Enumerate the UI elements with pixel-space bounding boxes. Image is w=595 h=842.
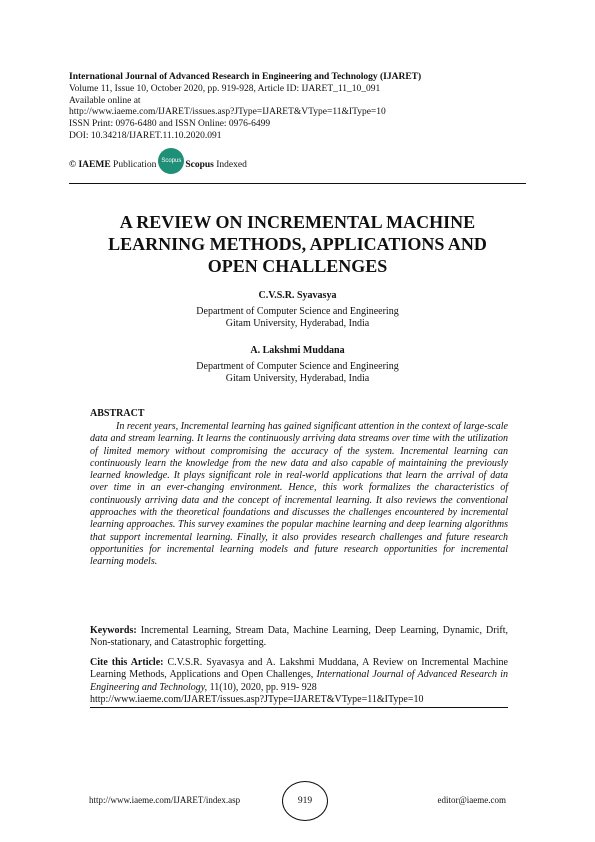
doi-info[interactable]: DOI: 10.34218/IJARET.11.10.2020.091 xyxy=(69,130,222,141)
author-block xyxy=(69,345,526,386)
citation-section xyxy=(90,657,508,708)
available-online: Available online at xyxy=(69,95,141,106)
author-name: C.V.S.R. Syavasya xyxy=(258,290,337,301)
issue-url[interactable]: http://www.iaeme.com/IJARET/issues.asp?JType=IJARET&VType=11&IType=10 xyxy=(69,107,386,118)
keywords-section xyxy=(90,625,508,650)
citation-divider xyxy=(90,707,508,708)
citation-journal: International Journal of Advanced Research in Engineering and Technology, xyxy=(90,669,508,693)
publication-row xyxy=(69,152,489,178)
keywords-label: Keywords: xyxy=(90,625,137,636)
title-line: A REVIEW ON INCREMENTAL MACHINE xyxy=(119,212,476,232)
title-line: LEARNING METHODS, APPLICATIONS AND xyxy=(108,234,487,254)
volume-info: Volume 11, Issue 10, October 2020, pp. 919-928, Article ID: IJARET_11_10_091 xyxy=(69,83,381,94)
issn-info: ISSN Print: 0976-6480 and ISSN Online: 0976-6499 xyxy=(69,119,271,130)
citation-label: Cite this Article: xyxy=(90,657,164,668)
paper-title xyxy=(69,211,526,277)
header-divider xyxy=(69,183,526,184)
footer-journal-url[interactable]: http://www.iaeme.com/IJARET/index.asp xyxy=(89,795,241,805)
author-university: Gitam University, Hyderabad, India xyxy=(225,318,370,329)
author-university: Gitam University, Hyderabad, India xyxy=(225,373,370,384)
copyright-label: © IAEME xyxy=(69,160,111,170)
author-name: A. Lakshmi Muddana xyxy=(250,345,345,356)
indexed-label: Indexed xyxy=(216,160,247,170)
abstract-heading: ABSTRACT xyxy=(90,408,145,419)
abstract-section xyxy=(90,408,508,569)
author-department: Department of Computer Science and Engineering xyxy=(196,305,399,317)
citation-details: 11(10), 2020, pp. 919- 928 xyxy=(209,681,317,693)
journal-header xyxy=(69,72,529,143)
page-number: 919 xyxy=(282,781,328,821)
keywords-text: Incremental Learning, Stream Data, Machine Learning, Deep Learning, Dynamic, Drift, Non-stationary, and Catastrophic forgetting. xyxy=(90,625,508,649)
page-footer xyxy=(69,781,526,821)
footer-email[interactable]: editor@iaeme.com xyxy=(437,795,506,805)
publication-label: Publication xyxy=(113,160,157,170)
scopus-label: Scopus xyxy=(185,160,214,170)
abstract-text: In recent years, Incremental learning has gained significant attention in the context of large-scale data and stream learning. It learns the continuously arriving data streams over time with the utilization of limited memory without compromising the accuracy of the system. Incremental learning can continuously learn the knowledge from the new data and also capable of maintaining the previously learned knowledge. It plays significant role in real-world applications that learn the arrival of data over time in an ever-changing environment. Hence, this work formalizes the characteristics of continuously arriving data and the concept of incremental learning. It also reviews the conventional approaches with the theoretical foundations and discusses the challenges encountered by incremental learning approaches. This survey examines the popular machine learning and deep learning algorithms that support incremental learning. Finally, it also provides research challenges and future research opportunities for incremental learning models and future research opportunities for incremental learning models. xyxy=(90,421,508,568)
title-line: OPEN CHALLENGES xyxy=(207,256,388,276)
scopus-logo-icon: Scopus xyxy=(158,148,184,174)
citation-text: C.V.S.R. Syavasya and A. Lakshmi Muddana, A Review on Incremental Machine Learning Methods, Applications and Open Challenges, xyxy=(90,657,508,681)
journal-name: International Journal of Advanced Research in Engineering and Technology (IJARET) xyxy=(69,72,422,82)
citation-url[interactable]: http://www.iaeme.com/IJARET/issues.asp?JType=IJARET&VType=11&IType=10 xyxy=(90,693,424,705)
author-block xyxy=(69,290,526,331)
author-department: Department of Computer Science and Engineering xyxy=(196,360,399,372)
